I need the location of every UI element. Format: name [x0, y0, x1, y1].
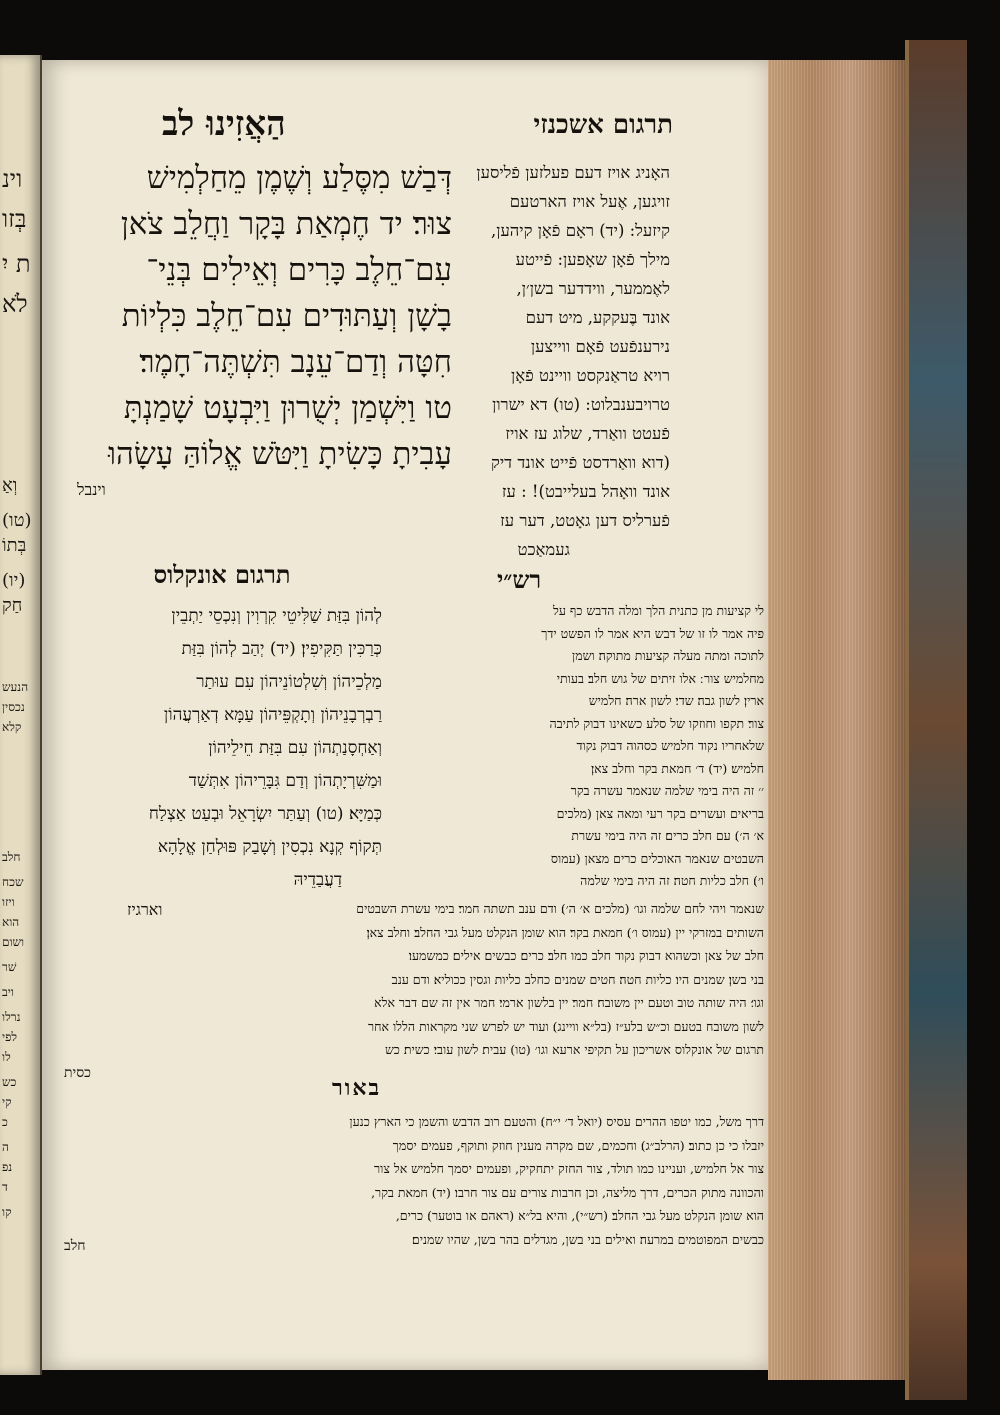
facing-page-fragment: ד — [2, 1180, 8, 1194]
targum-ashkenazi-block — [460, 158, 670, 564]
facing-page-fragment: קו — [2, 1205, 12, 1219]
rashi-line: פיה אמר לו זו של דבש היא אמר לו הפשט ידך — [541, 625, 764, 641]
running-header-targum: תרגום אשכנזי — [533, 110, 673, 140]
ashkenazi-line: רויא טראַנקסט וויינט פֿאָן — [511, 366, 670, 385]
facing-page-fragment: כש — [2, 1075, 17, 1089]
rashi-line: ו׳)׃ חלב כליות חטה׃ זה היה בימי שלמה — [580, 873, 764, 888]
facing-page-fragment: וינ — [2, 165, 23, 193]
facing-page-fragment: שׁר — [2, 960, 17, 974]
rashi-line: מחלמיש צור ׃ אלו זיתים של גוש חלב׃ בעותי — [556, 670, 764, 686]
facing-page-fragment: ת יִ — [2, 250, 31, 278]
verse-line: צוּר׃ יד חֶמְאַת בָּקָר וַחֲלֵב צֹאן — [120, 206, 452, 242]
onkelos-catchword: וארגיז — [127, 900, 163, 919]
ashkenazi-line: האָניג אויז דעם פעלזען פֿליסען — [476, 163, 670, 182]
rashi-line: בריאים ועשרים בקר רעי ומאה צאן (מלכים — [556, 805, 764, 821]
facing-page-fragment: ויב — [2, 985, 14, 999]
ashkenazi-line: אונד בֶּעקקע, מיט דעם — [525, 308, 670, 327]
onkelos-title: תרגום אונקלוס — [153, 560, 291, 589]
facing-page-fragment: קי — [2, 1095, 12, 1109]
verse-line: חִטָּה וְדַם־עֵנָב תִּשְׁתֶּה־חָמֶר׃ — [139, 344, 452, 380]
facing-page-fragment: הנעש — [2, 680, 29, 694]
facing-page-fragment: בְּזו — [2, 205, 27, 233]
ashkenazi-line: נירענפֿעט פֿאָם ווייצען — [530, 337, 670, 356]
rashi-line: בני בשן׃ שמנים היו׃ כליות חטה׃ חטים שמנים כחלב כליות וגסין ככוליא׃ ודם ענב — [391, 971, 764, 987]
facing-page-fragment: (טו) — [2, 510, 32, 531]
rashi-commentary-block — [392, 600, 764, 893]
facing-page-fragment: לֹא — [2, 290, 28, 318]
facing-page-edge — [0, 55, 42, 1375]
rashi-line: השבטים שנאמר האוכלים כרים מצאן (עמוס — [550, 850, 764, 866]
book-page — [42, 60, 768, 1370]
facing-page-fragment: (יו) — [2, 570, 26, 591]
rashi-line: לי קציעות מן כתנית הלך ומלה הדבש כף על — [552, 603, 764, 618]
rashi-line: וגו׳׃ היה שותה טוב וטעם יין משובח׃ חמר׃ יין בלשון ארמי׃ חמר אין זה שם דבר אלא — [374, 995, 764, 1010]
ashkenazi-line: (דוא וואַרדסט פֿייט אונד דיק — [491, 453, 670, 472]
rashi-line: לתוכה ומתה מעלה קציעות מתוקה׃ ושמן — [572, 648, 764, 663]
facing-page-fragment: הוא — [2, 915, 20, 929]
facing-page-fragment: לו — [2, 1050, 11, 1064]
facing-page-fragment: קלא — [2, 720, 22, 734]
biur-line: והכוונה מתוק הכרים, דרך מליצה, וכן חרבות צורים עם צור חרבו׃ (יד) חמאת בקר, — [371, 1184, 764, 1200]
targum-onkelos-block — [52, 600, 382, 897]
onkelos-line: תְּקוֹף קְנָא נִכְסִין וְשָׁבַק פּוּלְחַן אֱלָהָא — [157, 837, 382, 857]
facing-page-fragment: נכסין — [2, 700, 25, 714]
biur-title: באור — [332, 1075, 382, 1101]
ashkenazi-line: פֿעטט וואַרד, שלוג עז אויז — [505, 424, 670, 443]
rashi-catchword: כסית — [64, 1065, 92, 1081]
ashkenazi-line: לאֶממער, ווידדער בשן׳ן, — [516, 279, 670, 298]
rashi-line: ׳׳ זה היה בימי שלמה שנאמר עשרה בקר — [570, 783, 764, 798]
ashkenazi-line: געמאַכט — [517, 540, 570, 559]
ashkenazi-line: אונד וואָהל בעלייבט)! : עז — [501, 482, 670, 501]
facing-page-fragment: נרלו — [2, 1010, 21, 1024]
onkelos-line: כְּמַיָּא׃ (טו) וְעַתַּר יִשְׂרָאֵל וּבְעַט אַצְלַח — [148, 804, 382, 824]
ashkenazi-line: קיזעל: (יד) ראָם פֿאָן קיהען, — [491, 221, 670, 240]
facing-page-fragment: נפ — [2, 1160, 13, 1174]
verse-line: בָשָׁן וְעַתּוּדִים עִם־חֵלֶב כִּלְיוֹת — [121, 298, 452, 334]
ashkenazi-line: זויגען, אֶעל אויז הארטעם — [509, 192, 670, 211]
biur-line: הוא שומן הנקלט מעל גבי החלב׃ (רש״י), והיא בל״א (ראהם או בוטער)׃ כרים, — [395, 1208, 764, 1223]
biur-line: דרך משל, כמו יטפו ההרים עסיס (יואל ד׳ י״ח)׃ והטעם רוב הדבש והשמן כי הארץ כנען — [349, 1114, 764, 1129]
rashi-line: שנאמר ויהי לחם שלמה וגו׳ (מלכים א׳ ה׳)׃ ודם ענב תשתה חמר׃ בימי עשרת השבטים — [356, 901, 764, 916]
biur-line: כבשים המפוטמים במרעה׃ ואילים בני בשן, מגדלים בהר בשן, שהיו שמנים׃ — [411, 1231, 764, 1247]
torah-verse-block — [52, 155, 452, 477]
facing-page-fragment: לפי — [2, 1030, 18, 1044]
verse-line: עָבִיתָ כָּשִׂיתָ וַיִּטֹּשׁ אֱלוֹהַּ עָשָׂהוּ — [108, 436, 452, 472]
facing-page-fragment: ושום — [2, 935, 25, 949]
ashkenazi-line: טרויבענבלוט: (טו) דא ישרון — [492, 395, 670, 414]
facing-page-fragment: חלב — [2, 850, 21, 864]
rashi-line: צור׃ תקפו וחוזקו של סלע כשאינו דבוק לתיבה — [549, 715, 764, 731]
facing-page-fragment: חַק — [2, 595, 23, 616]
facing-page-fragment: ויזו — [2, 895, 15, 909]
facing-page-fragment: וְאַ — [2, 475, 18, 496]
onkelos-line: לְהוֹן בִּזַּת שַׁלִּיטֵי קִרְוִין וְנִכְסֵי יַתְבֵין — [171, 606, 382, 626]
biur-line: צור אל חלמיש, ועניינו כמו תולד, צור החזק יתחקיק, ופעמים יסמך חלמיש אל צור — [373, 1161, 764, 1176]
onkelos-line: רַבְרְבָנֵיהוֹן וְתָקְפֵּיהוֹן עַמָּא דְאַרְעֲהוֹן — [163, 705, 382, 725]
rashi-title: רש״י — [497, 565, 542, 594]
facing-page-fragment: שכח — [2, 875, 24, 889]
page-edges-texture — [768, 60, 918, 1380]
rashi-line: שלאחריו נקוד חלמיש כסהוה דבוק נקוד — [576, 738, 764, 753]
biur-commentary-block — [52, 1110, 764, 1251]
biur-catchword: חלב — [64, 1238, 86, 1254]
onkelos-line: דַעֲבַדֵיהּ — [293, 870, 342, 890]
verse-line: טו וַיִּשְׁמַן יְשֻׁרוּן וַיִּבְעָט שָׁמַנְתָּ — [123, 390, 452, 426]
ashkenazi-line: פֿערליס דען גאָטט, דער עז — [500, 511, 670, 530]
onkelos-line: כְּרַכִּין תַּקִּיפִין׃ (יד) יְהַב לְהוֹן בִּזַּת — [181, 639, 382, 659]
marbled-cover — [905, 40, 967, 1400]
running-header-parsha: הַאֲזִינוּ לב — [162, 104, 286, 144]
verse-line: עִם־חֵלֶב כָּרִים וְאֵילִים בְּנֵי־ — [146, 252, 452, 288]
rashi-line: לשון משובח בטעם וכ״ש בלע״ז (בל״א וויינג)׃ ועוד יש לפרש שני מקראות הללו אחר — [367, 1018, 764, 1034]
rashi-line: א׳ ה׳)׃ עם חלב כרים׃ זה היה בימי עשרת — [571, 828, 764, 843]
rashi-line: חלב של צאן וכשהוא דבוק נקוד חלב כמו חלב׃ כרים׃ כבשים׃ אילים׃ כמשמעו׃ — [408, 948, 764, 963]
onkelos-line: וּמַשִּׁרְיָתְהוֹן וְדַם גִּבָּרֵיהוֹן אִתְּשַׁד — [188, 771, 382, 791]
verse-line: דְּבַשׁ מִסֶּלַע וְשֶׁמֶן מֵחַלְמִישׁ — [146, 160, 452, 196]
rashi-line: השותים במזרקי יין (עמוס ו׳)׃ חמאת בקר׃ הוא שומן הנקלט מעל גבי החלב׃ וחלב צאן׃ — [366, 924, 764, 940]
onkelos-line: וְאַחְסָנַתְהוֹן עִם בִּזַּת חֵילֵיהוֹן — [208, 738, 382, 758]
verse-catchword: וינבל — [77, 480, 106, 499]
biur-line: יזבלו כי כן כתוב׃ (הרלב״ג)׃ וחכמים, שם מקרה מענין חוזק ותוקף, פעמים יסמך — [392, 1137, 764, 1153]
facing-page-fragment: בְּתוֹ — [2, 535, 27, 556]
facing-page-fragment: כ — [2, 1115, 8, 1129]
ashkenazi-line: מילך פֿאָן שאָפען: פֿייטע — [515, 250, 670, 269]
facing-page-fragment: ה — [2, 1140, 9, 1154]
rashi-line: ארין׃ לשון גבה׃ שדי׃ לשון ארה׃ חלמיש — [588, 693, 764, 708]
rashi-line: תרגום של אונקלוס אשריכון על תקיפי ארעא וגו׳ (טו) עבית׃ לשון עובי׃ כשית׃ כש — [384, 1042, 764, 1057]
rashi-continuation-block — [52, 897, 764, 1062]
rashi-line: חלמיש׃ (יד) ד׳ חמאת בקר וחלב צאן׃ — [590, 760, 764, 776]
onkelos-line: מַלְכֵיהוֹן וְשִׁלְטוֹנֵיהוֹן עִם עוּתַר — [196, 672, 382, 692]
